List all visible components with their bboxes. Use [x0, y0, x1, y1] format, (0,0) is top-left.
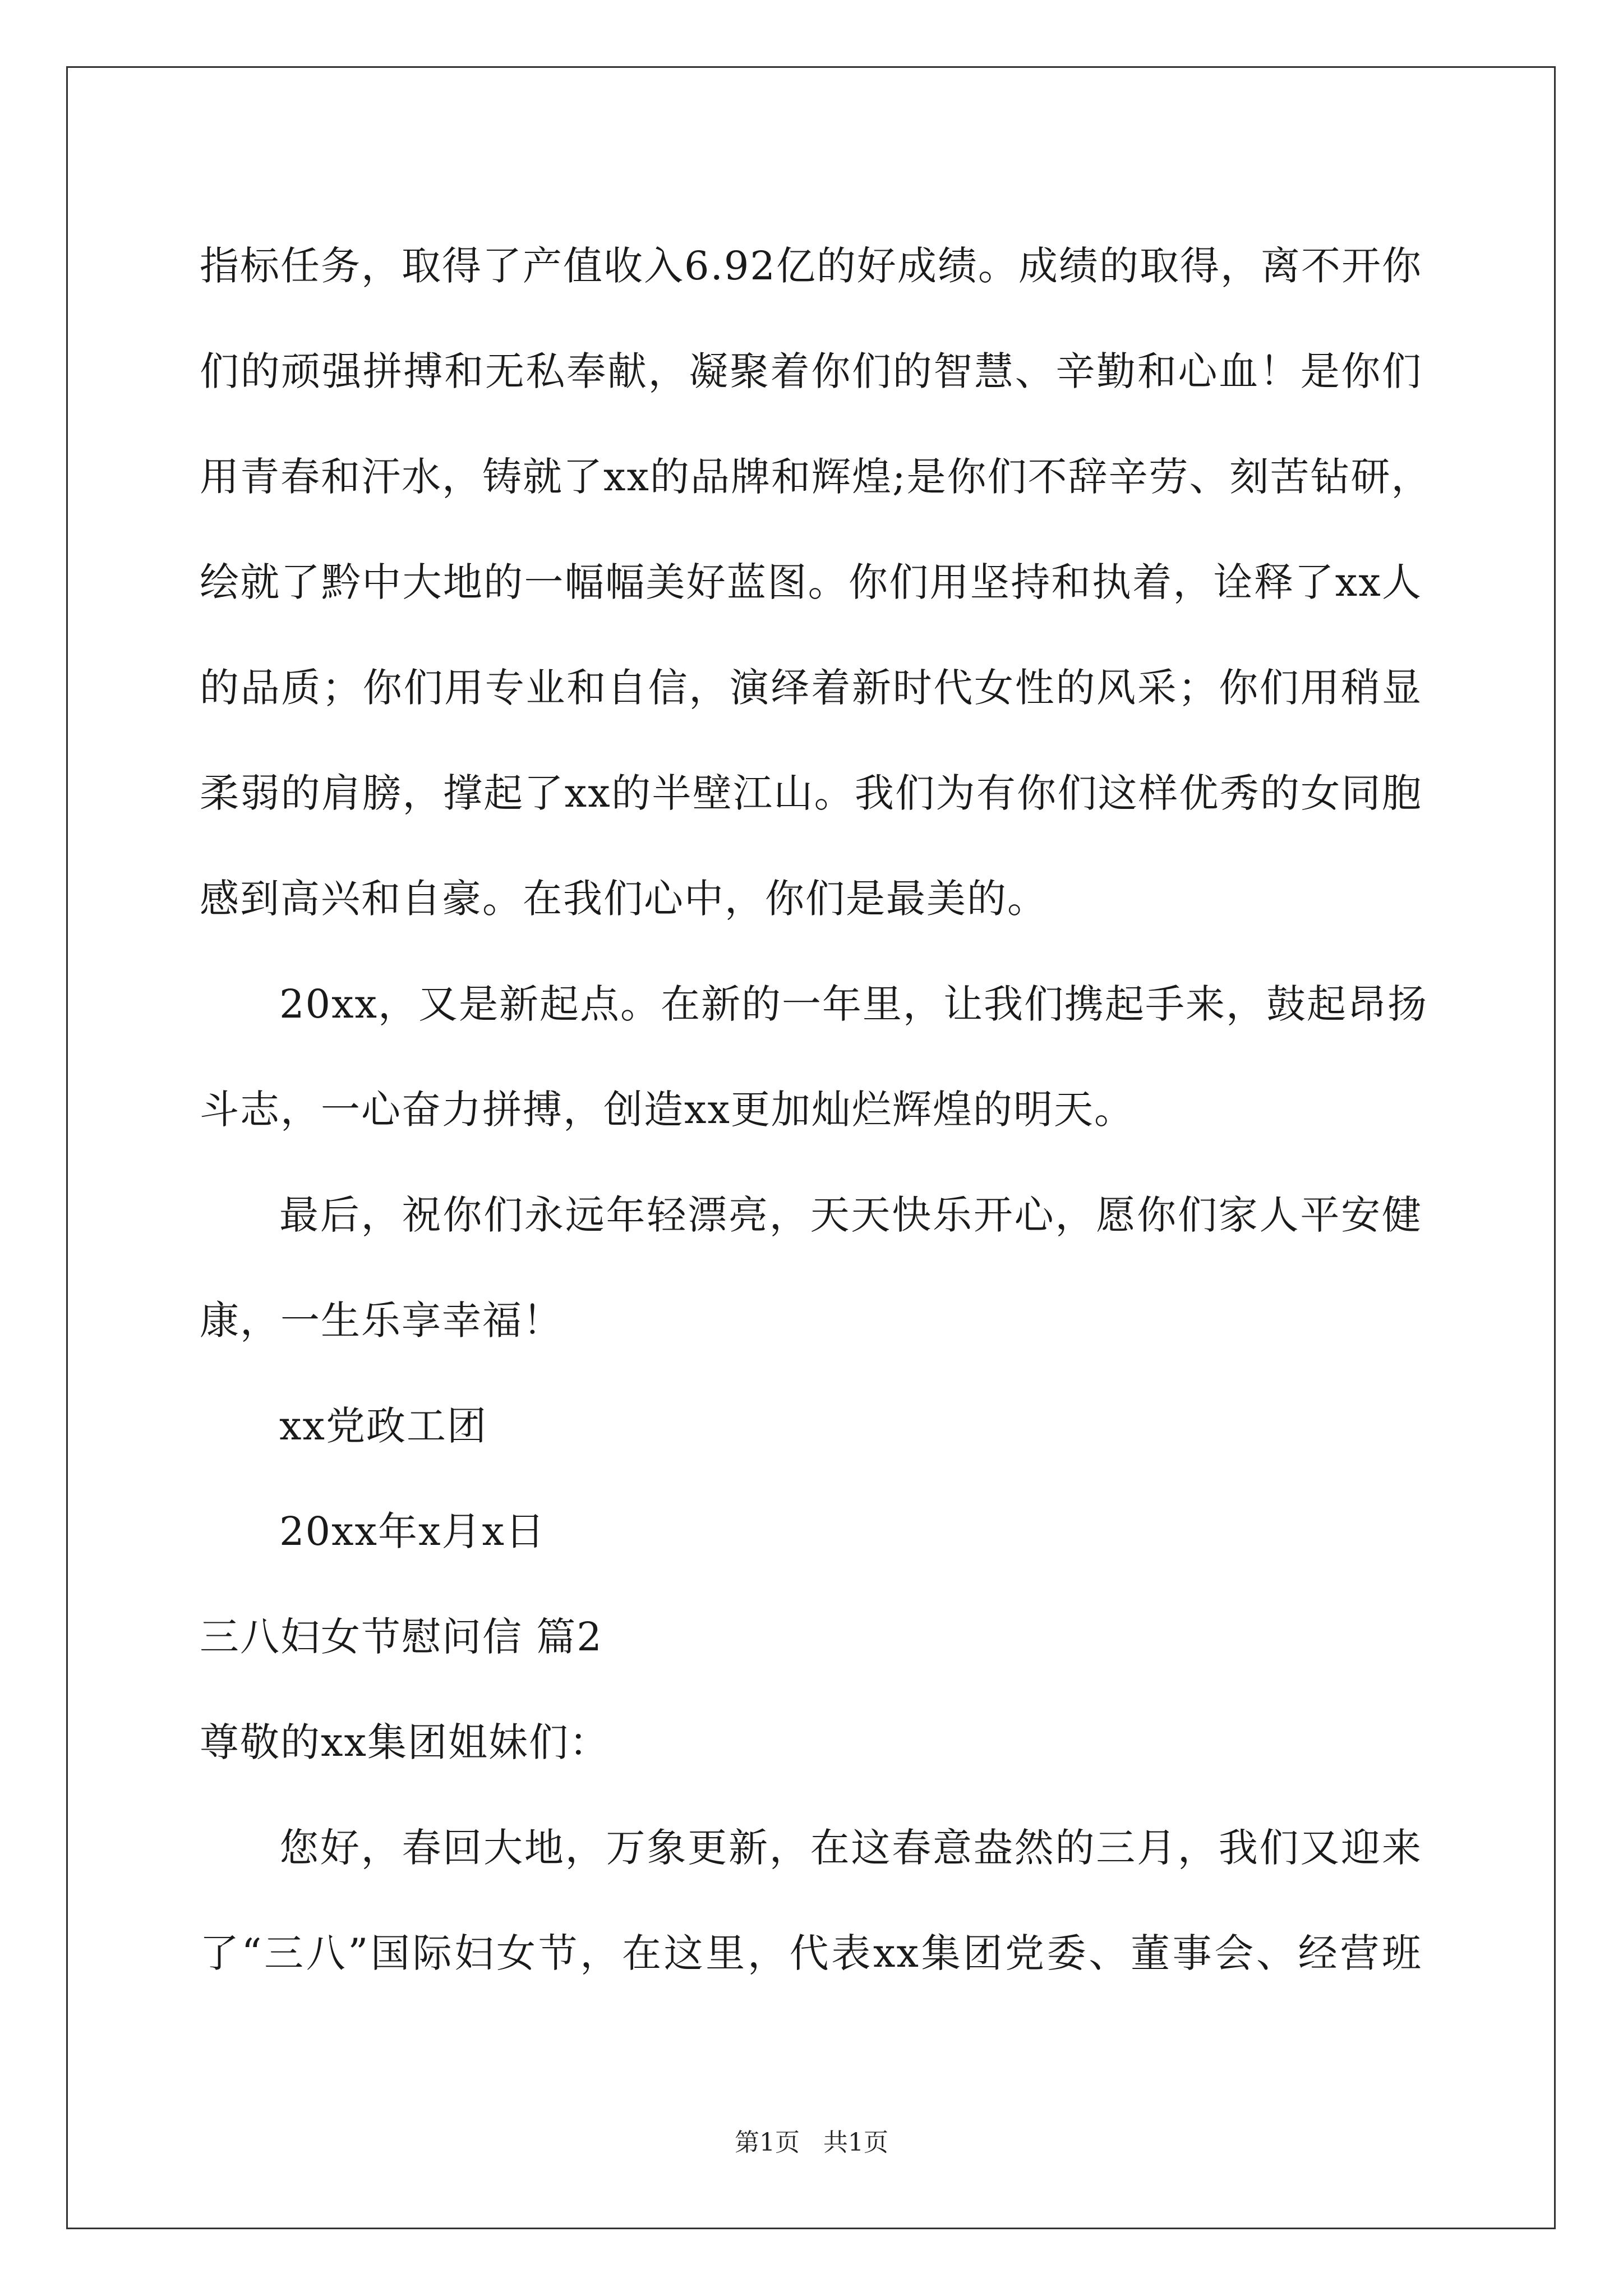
- paragraph-start: 最后，祝你们永远年轻漂亮，天天快乐开心，愿你们家人平安健: [279, 1192, 1422, 1238]
- paragraph-start: 您好，春回大地，万象更新，在这春意盎然的三月，我们又迎来: [279, 1825, 1422, 1871]
- text-line: 感到高兴和自豪。在我们心中，你们是最美的。: [200, 876, 1048, 922]
- text-line: 用青春和汗水，铸就了xx的品牌和辉煌;是你们不辞辛劳、刻苦钻研，: [200, 454, 1432, 500]
- text-line: 了“三八”国际妇女节，在这里，代表xx集团党委、董事会、经营班: [200, 1930, 1422, 1976]
- text-line: 的品质；你们用专业和自信，演绎着新时代女性的风采；你们用稍显: [200, 665, 1422, 711]
- paragraph-start: 20xx，又是新起点。在新的一年里，让我们携起手来，鼓起昂扬: [279, 981, 1428, 1027]
- text-line: 柔弱的肩膀，撑起了xx的半壁江山。我们为有你们这样优秀的女同胞: [200, 770, 1422, 816]
- section-heading: 三八妇女节慰问信 篇2: [200, 1614, 603, 1660]
- text-line: 们的顽强拼搏和无私奉献，凝聚着你们的智慧、辛勤和心血！是你们: [200, 348, 1422, 394]
- signature-date: 20xx年x月x日: [279, 1508, 546, 1554]
- signature-org: xx党政工团: [279, 1403, 487, 1449]
- text-line: 指标任务，取得了产值收入6.92亿的好成绩。成绩的取得，离不开你: [200, 243, 1422, 289]
- text-line: 斗志，一心奋力拼搏，创造xx更加灿烂辉煌的明天。: [200, 1087, 1135, 1133]
- text-line: 绘就了黔中大地的一幅幅美好蓝图。你们用坚持和执着，诠释了xx人: [200, 559, 1422, 605]
- text-line: 康，一生乐享幸福！: [200, 1297, 563, 1343]
- page-number-footer: 第1页 共1页: [735, 2128, 888, 2157]
- document-body: [200, 213, 1432, 2006]
- salutation: 尊敬的xx集团姐妹们：: [200, 1719, 610, 1765]
